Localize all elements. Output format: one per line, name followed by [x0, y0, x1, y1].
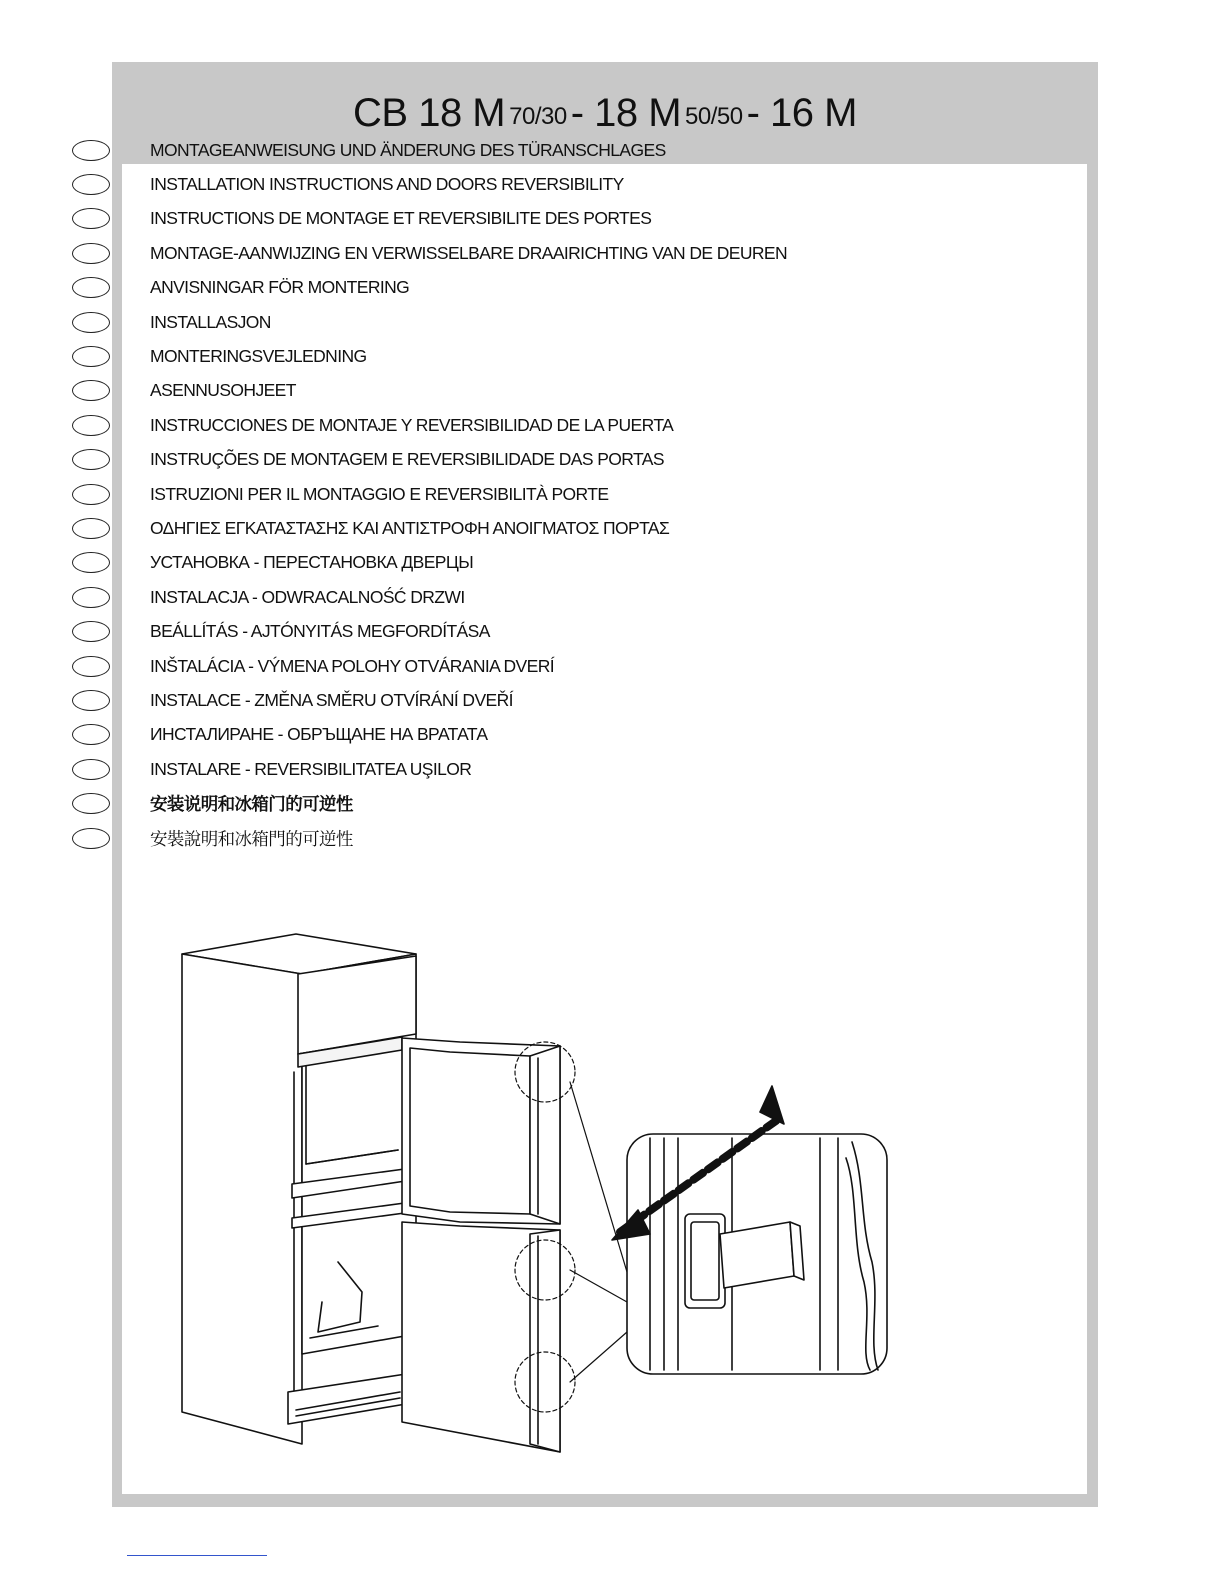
language-label-nl: MONTAGE-AANWIJZING EN VERWISSELBARE DRAAIRICHTING VAN DE DEUREN	[150, 242, 788, 263]
model-a-suffix: 70/30	[509, 103, 567, 130]
list-item	[72, 546, 952, 580]
country-flag-placeholder-icon	[72, 140, 110, 161]
list-item	[72, 305, 952, 339]
language-label-pt: INSTRUÇÕES DE MONTAGEM E REVERSIBILIDADE DAS PORTAS	[150, 449, 664, 470]
list-item	[72, 580, 952, 614]
country-flag-placeholder-icon	[72, 793, 110, 814]
language-label-fr: INSTRUCTIONS DE MONTAGE ET REVERSIBILITE DES PORTES	[150, 208, 652, 229]
list-item	[72, 683, 952, 717]
country-flag-placeholder-icon	[72, 380, 110, 401]
country-flag-placeholder-icon	[72, 243, 110, 264]
country-flag-placeholder-icon	[72, 518, 110, 539]
country-flag-placeholder-icon	[72, 174, 110, 195]
language-label-no: INSTALLASJON	[150, 311, 271, 332]
country-flag-placeholder-icon	[72, 724, 110, 745]
language-list	[72, 133, 952, 855]
list-item	[72, 649, 952, 683]
language-label-pl: INSTALACJA - ODWRACALNOŚĆ DRZWI	[150, 586, 465, 607]
language-label-de: MONTAGEANWEISUNG UND ÄNDERUNG DES TÜRANSCHLAGES	[150, 139, 666, 160]
country-flag-placeholder-icon	[72, 277, 110, 298]
refrigerator-cabinet	[182, 934, 416, 1444]
list-item	[72, 408, 952, 442]
model-c: - 16 M	[746, 90, 857, 135]
country-flag-placeholder-icon	[72, 484, 110, 505]
list-item	[72, 202, 952, 236]
language-label-zh-hans: 安装说明和冰箱门的可逆性	[150, 794, 353, 815]
country-flag-placeholder-icon	[72, 690, 110, 711]
model-b: - 18 M	[570, 90, 682, 135]
language-label-fi: ASENNUSOHJEET	[150, 380, 296, 401]
model-a: CB 18 M	[353, 90, 506, 135]
language-label-da: MONTERINGSVEJLEDNING	[150, 346, 367, 367]
language-label-es: INSTRUCCIONES DE MONTAJE Y REVERSIBILIDAD DE LA PUERTA	[150, 414, 674, 435]
list-item	[72, 271, 952, 305]
refrigerator-installation-illustration	[60, 862, 940, 1462]
language-label-bg: ИНСТАЛИРАНЕ - ОБРЪЩАНЕ НА ВРАТАТА	[150, 724, 488, 745]
list-item	[72, 133, 952, 167]
language-label-sk: INŠTALÁCIA - VÝMENA POLOHY OTVÁRANIA DVERÍ	[150, 655, 554, 676]
country-flag-placeholder-icon	[72, 656, 110, 677]
list-item	[72, 752, 952, 786]
language-label-en: INSTALLATION INSTRUCTIONS AND DOORS REVERSIBILITY	[150, 174, 624, 195]
language-label-ru: УСТАНОВКА - ПЕРЕСТАНОВКА ДВЕРЦЫ	[150, 552, 474, 573]
country-flag-placeholder-icon	[72, 828, 110, 849]
list-item	[72, 236, 952, 270]
country-flag-placeholder-icon	[72, 587, 110, 608]
freezer-door	[402, 1038, 560, 1224]
language-label-hu: BEÁLLÍTÁS - AJTÓNYITÁS MEGFORDÍTÁSA	[150, 621, 490, 642]
country-flag-placeholder-icon	[72, 346, 110, 367]
country-flag-placeholder-icon	[72, 552, 110, 573]
footer-underline	[127, 1555, 267, 1556]
list-item	[72, 786, 952, 820]
list-item	[72, 167, 952, 201]
language-label-sv: ANVISNINGAR FÖR MONTERING	[150, 277, 410, 298]
language-label-it: ISTRUZIONI PER IL MONTAGGIO E REVERSIBILITÀ PORTE	[150, 483, 609, 504]
list-item	[72, 477, 952, 511]
list-item	[72, 511, 952, 545]
model-b-suffix: 50/50	[685, 103, 743, 130]
language-label-ro: INSTALARE - REVERSIBILITATEA UŞILOR	[150, 758, 472, 779]
country-flag-placeholder-icon	[72, 759, 110, 780]
country-flag-placeholder-icon	[72, 312, 110, 333]
list-item	[72, 374, 952, 408]
language-label-cs: INSTALACE - ZMĚNA SMĚRU OTVÍRÁNÍ DVEŘÍ	[150, 689, 513, 710]
language-label-el: ΟΔΗΓΙΕΣ ΕΓΚΑΤΑΣΤΑΣΗΣ ΚΑΙ ΑΝΤΙΣΤΡΟΦΗ ΑΝΟΙΓΜΑΤΟΣ ΠΟΡΤΑΣ	[150, 517, 670, 538]
country-flag-placeholder-icon	[72, 415, 110, 436]
list-item	[72, 443, 952, 477]
list-item	[72, 718, 952, 752]
country-flag-placeholder-icon	[72, 621, 110, 642]
language-label-zh-hant: 安裝說明和冰箱門的可逆性	[150, 828, 353, 849]
fridge-door	[402, 1222, 560, 1452]
country-flag-placeholder-icon	[72, 208, 110, 229]
list-item	[72, 821, 952, 855]
hinge-zoom-detail	[627, 1134, 887, 1374]
list-item	[72, 614, 952, 648]
list-item	[72, 339, 952, 373]
country-flag-placeholder-icon	[72, 449, 110, 470]
